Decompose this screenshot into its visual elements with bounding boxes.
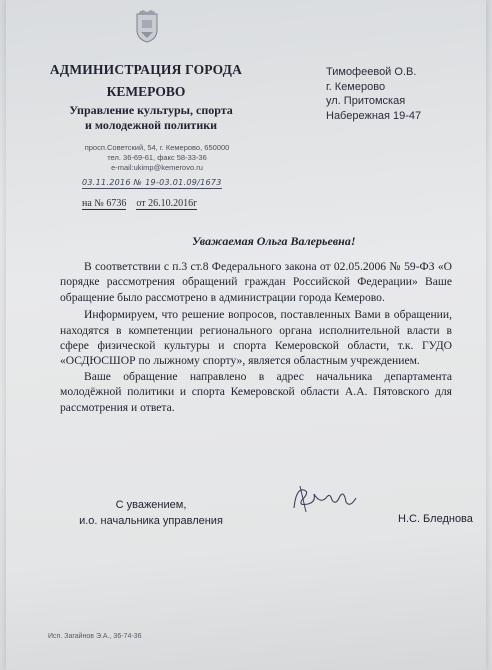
signoff-block — [66, 497, 236, 529]
paragraph-3: Ваше обращение направлено в адрес начальника департамента молодёжной политики и спорта Кемеровской области А.А. Пятовского для рассмотрения и ответа. — [60, 369, 452, 414]
reference-line — [82, 198, 197, 209]
recipient-name: Тимофеевой О.В. — [326, 66, 417, 78]
signer-name: Н.С. Бледнова — [398, 513, 473, 525]
recipient-city: г. Кемерово — [326, 80, 386, 93]
reference-number: на № 6736 — [82, 198, 127, 209]
org-name-line1: АДМИНИСТРАЦИЯ ГОРОДА — [49, 62, 243, 77]
sender-phone: тел. 36-69-61, факс 58-33-36 — [107, 153, 207, 162]
greeting: Уважаемая Ольга Валерьевна! — [192, 234, 356, 248]
handwritten-signature — [286, 478, 366, 518]
paragraph-2: Информируем, что решение вопросов, поставленных Вами в обращении, находятся в компетенции регионального органа исполнительной власти в сфере физической культуры и спорта Кемеровской области, т.к. ГУДО «ОСДЮСШОР по лыжному спорту», является областным учреждением. — [60, 308, 452, 368]
org-name-line2: КЕМЕРОВО — [106, 84, 186, 99]
sender-email: e-mail:ukimp@kemerovo.ru — [111, 163, 203, 172]
recipient-block — [326, 65, 421, 123]
reference-date: от 26.10.2016г — [136, 198, 198, 209]
paragraph-1: В соответствии с п.3 ст.8 Федерального закона от 02.05.2006 № 59-ФЗ «О порядке рассмотрения обращений граждан Российской Федерации» Ваше обращение было рассмотрено в администрации города Кемерово. — [60, 260, 452, 304]
letter-body — [60, 259, 452, 415]
signer-position: и.о. начальника управления — [79, 515, 223, 527]
registration-number: 03.11.2016 № 19-03.01.09/1673 — [82, 178, 222, 187]
department-line1: Управление культуры, спорта — [69, 103, 233, 117]
sender-address: просп.Советский, 54, г. Кемерово, 650000 — [84, 143, 230, 152]
letter-page — [6, 0, 486, 670]
department-line2: и молодежной политики — [84, 118, 218, 132]
city-emblem-icon — [134, 10, 160, 44]
closing: С уважением, — [115, 499, 187, 511]
recipient-house: Набережная 19-47 — [326, 109, 422, 122]
recipient-street: ул. Притомская — [326, 95, 406, 107]
executor-footer: Исп. Загайнов Э.А., 36-74-36 — [48, 633, 142, 640]
